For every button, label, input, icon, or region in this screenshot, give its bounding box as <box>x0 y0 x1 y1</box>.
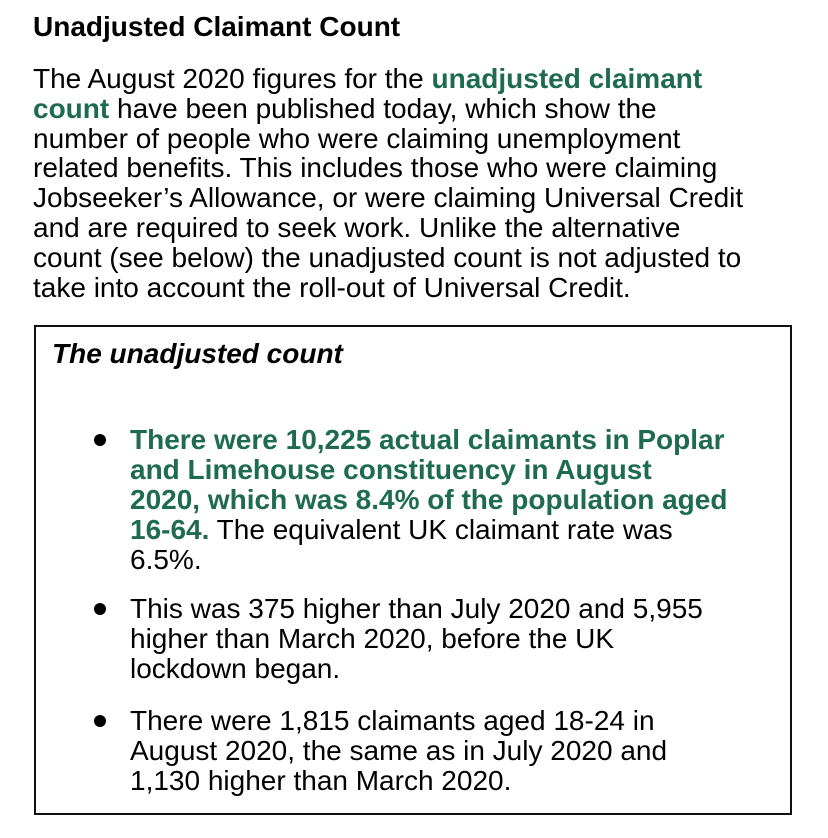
bullet-3-line-1: There were 1,815 claimants aged 18-24 in <box>130 705 655 736</box>
unadjusted-count-box <box>34 325 792 815</box>
intro-line-2 <box>33 94 813 124</box>
bullet-text-1 <box>130 425 727 575</box>
unadjusted-claimant-count-link[interactable]: unadjusted claimant <box>431 63 703 94</box>
bullet-dot-icon <box>94 603 106 615</box>
intro-line-7: count (see below) the unadjusted count is not adjusted to <box>33 241 742 273</box>
bullet-2-line-2: higher than March 2020, before the UK <box>130 623 615 654</box>
intro-line-6: and are required to seek work. Unlike the alternative <box>33 211 681 243</box>
bullet-2-line-1: This was 375 higher than July 2020 and 5,955 <box>130 593 703 624</box>
intro-paragraph <box>33 64 813 302</box>
intro-line-3: number of people who were claiming unemployment <box>33 122 681 154</box>
bullet-text-3 <box>130 706 667 796</box>
bullet-1-line-3: 2020, which was 8.4% of the population aged <box>130 484 728 515</box>
intro-line-8: take into account the roll-out of Universal Credit. <box>33 271 631 303</box>
bullet-dot-icon <box>94 434 106 446</box>
intro-line-1 <box>33 64 813 94</box>
bullet-1-age-range: 16-64. <box>130 514 210 545</box>
bullet-3-line-3: 1,130 higher than March 2020. <box>130 765 512 796</box>
intro-text: have been published today, which show the <box>109 92 657 124</box>
intro-text: The August 2020 figures for the <box>33 63 432 94</box>
bullet-1-uk-rate-text: The equivalent UK claimant rate was <box>209 514 673 545</box>
bullet-dot-icon <box>94 715 106 727</box>
bullet-1-line-5: 6.5%. <box>130 544 202 575</box>
intro-line-4: related benefits. This includes those who were claiming <box>33 152 718 184</box>
bullet-text-2 <box>130 594 703 684</box>
page-heading: Unadjusted Claimant Count <box>33 11 401 42</box>
bullet-2-line-3: lockdown began. <box>130 653 341 684</box>
intro-line-5: Jobseeker’s Allowance, or were claiming Universal Credit <box>33 182 744 214</box>
box-title: The unadjusted count <box>52 338 343 369</box>
bullet-3-line-2: August 2020, the same as in July 2020 and <box>130 735 668 766</box>
bullet-1-line-1: There were 10,225 actual claimants in Poplar <box>130 424 725 455</box>
unadjusted-claimant-count-link-cont[interactable]: count <box>33 92 110 124</box>
bullet-1-line-4 <box>130 515 727 545</box>
bullet-1-line-2: and Limehouse constituency in August <box>130 454 652 485</box>
